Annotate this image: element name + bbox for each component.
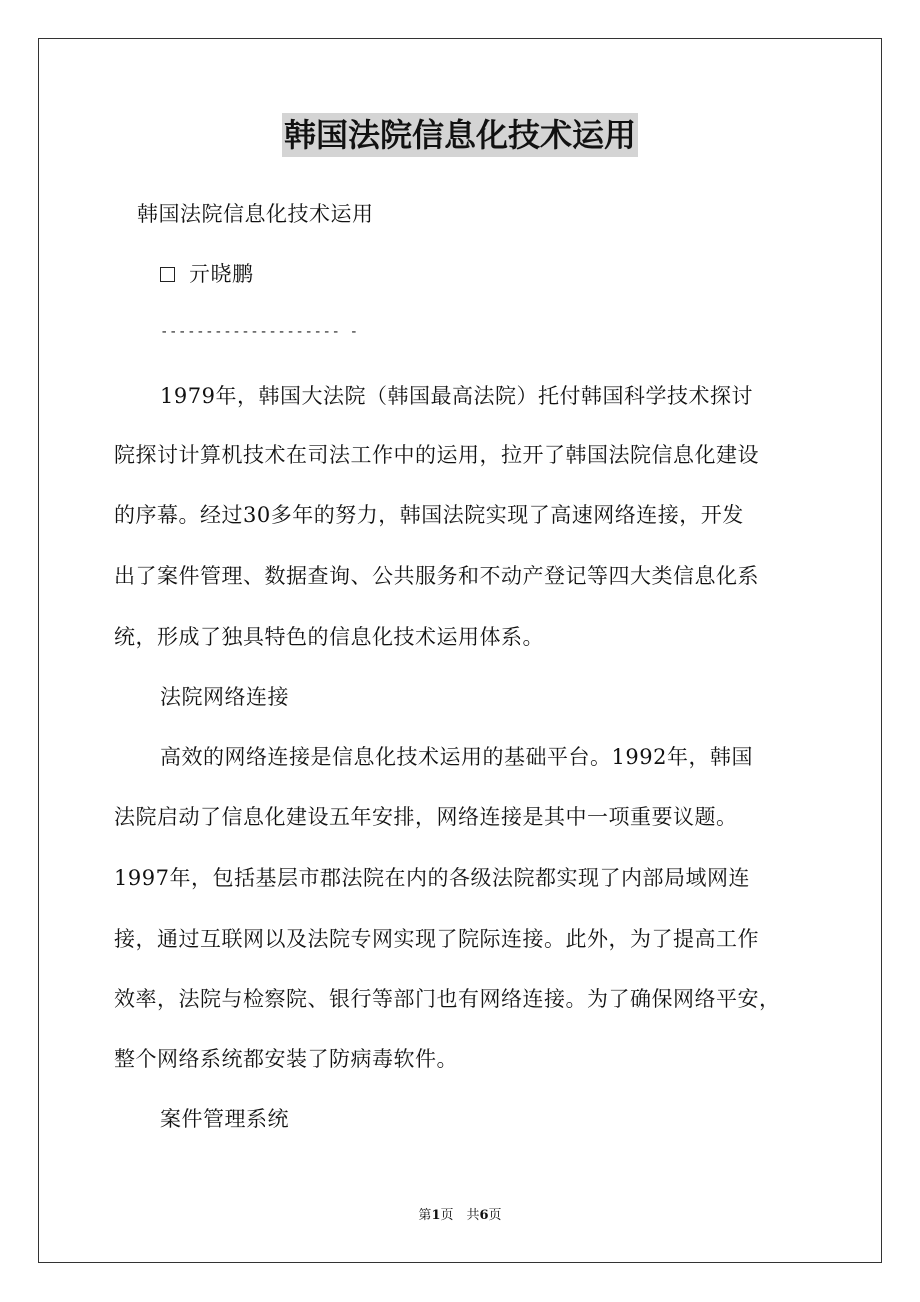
footer-suffix: 页 — [488, 1208, 502, 1223]
paragraph-line: 效率，法院与检察院、银行等部门也有网络连接。为了确保网络平安， — [114, 987, 781, 1011]
author-name: 亓晓鹏 — [189, 262, 254, 286]
checkbox-icon — [160, 267, 175, 282]
footer-prefix: 第 — [418, 1208, 432, 1223]
paragraph-line: 1979年，韩国大法院（韩国最高法院）托付韩国科学技术探讨 — [160, 384, 753, 408]
paragraph-line: 院探讨计算机技术在司法工作中的运用，拉开了韩国法院信息化建设 — [114, 443, 759, 467]
paragraph-line: 出了案件管理、数据查询、公共服务和不动产登记等四大类信息化系 — [114, 564, 759, 588]
document-title: 韩国法院信息化技术运用 — [282, 113, 638, 157]
paragraph-line: 的序幕。经过30多年的努力，韩国法院实现了高速网络连接，开发 — [114, 503, 744, 527]
footer-mid: 页 共 — [440, 1208, 480, 1223]
author-line — [160, 259, 254, 289]
footer-total-pages: 6 — [479, 1208, 489, 1223]
title-container — [0, 113, 920, 157]
section-heading-case-management: 案件管理系统 — [160, 1107, 289, 1131]
paragraph-line: 整个网络系统都安装了防病毒软件。 — [114, 1047, 458, 1071]
separator-line: -------------------- - — [160, 324, 359, 340]
subtitle: 韩国法院信息化技术运用 — [137, 202, 374, 226]
paragraph-line: 接，通过互联网以及法院专网实现了院际连接。此外，为了提高工作 — [114, 927, 759, 951]
footer-current-page: 1 — [431, 1208, 441, 1223]
section-heading-network: 法院网络连接 — [160, 685, 289, 709]
paragraph-line: 高效的网络连接是信息化技术运用的基础平台。1992年，韩国 — [160, 745, 753, 769]
paragraph-line: 统，形成了独具特色的信息化技术运用体系。 — [114, 625, 544, 649]
page-footer — [0, 1206, 920, 1226]
paragraph-line: 1997年，包括基层市郡法院在内的各级法院都实现了内部局域网连 — [114, 866, 750, 890]
paragraph-line: 法院启动了信息化建设五年安排，网络连接是其中一项重要议题。 — [114, 805, 738, 829]
